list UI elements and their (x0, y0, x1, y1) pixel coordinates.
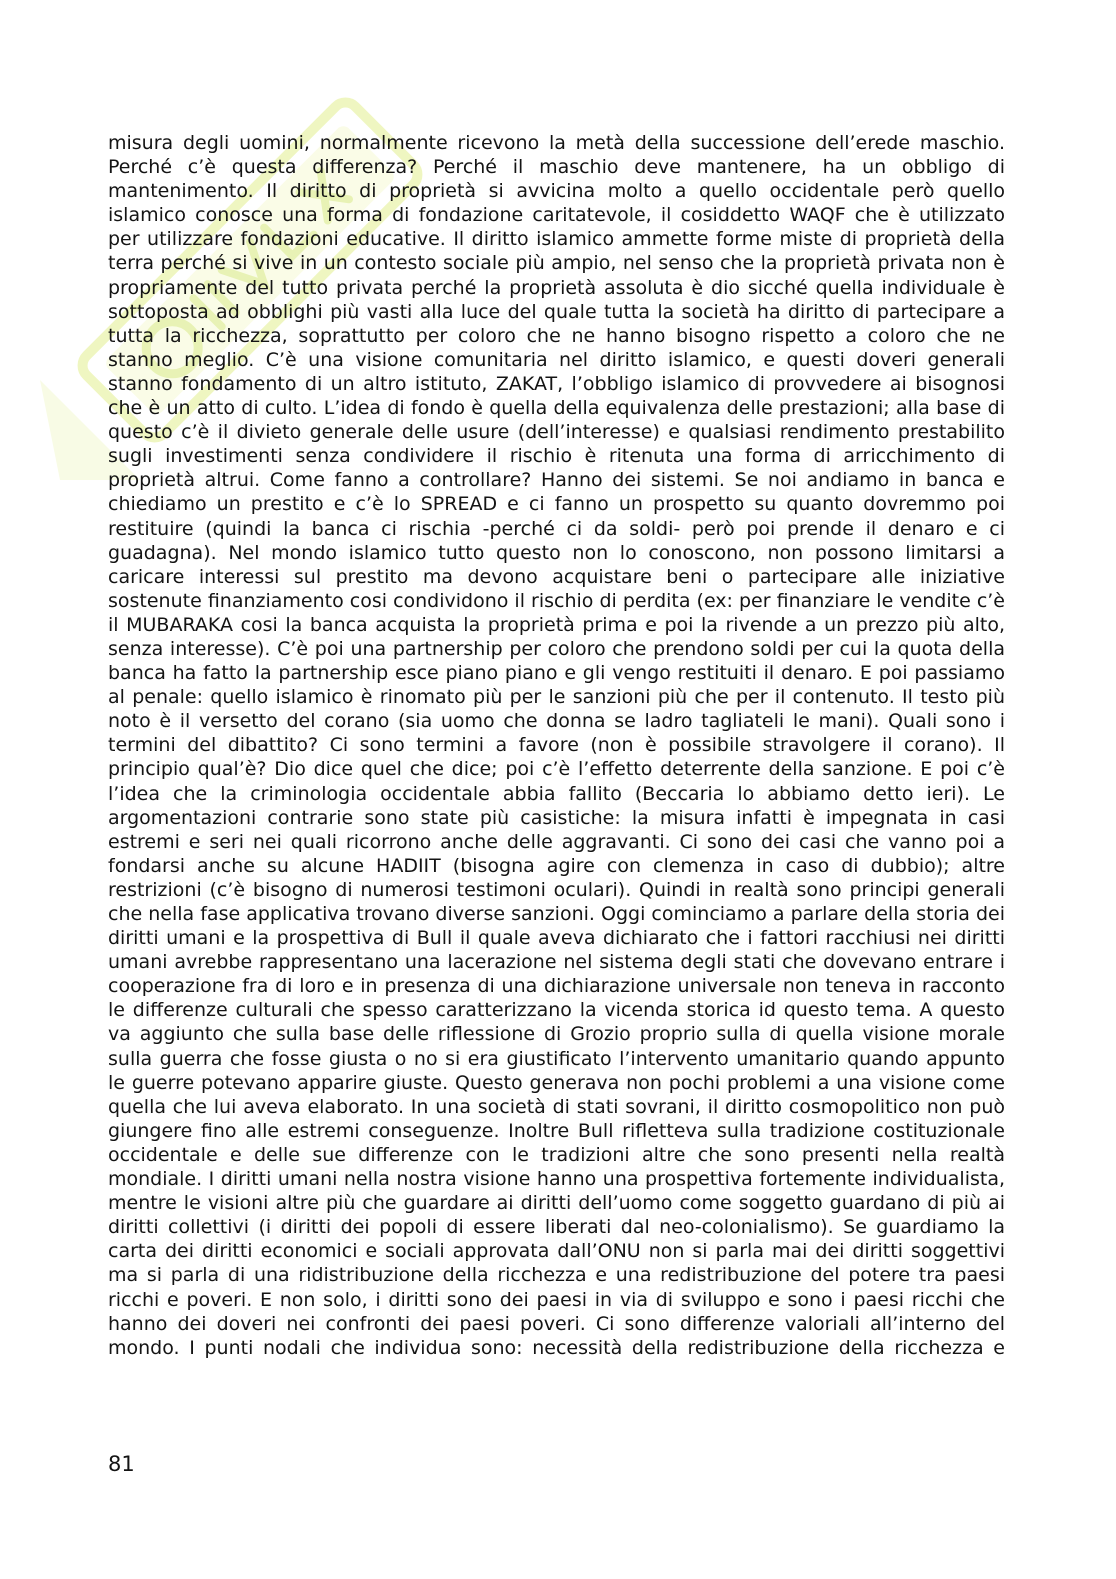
page-number: 81 (108, 1452, 135, 1476)
body-text: misura degli uomini, normalmente ricevono la metà della successione dell’erede maschio. Perché c’è questa differenza? Perché il maschio deve mantenere, ha un obbligo di mantenimento. Il diritto di proprietà si avvicina molto a quello occidentale però quello islamico conosce una forma di fondazione caritatevole, il cosiddetto WAQF che è utilizzato per utilizzare fondazioni educative. Il diritto islamico ammette forme miste di proprietà della terra perché si vive in un contesto sociale più ampio, nel senso che la proprietà privata non è propriamente del tutto privata perché la proprietà assoluta è dio sicché quella individuale è sottoposta ad obblighi più vasti alla luce del quale tutta la società ha diritto di partecipare a tutta la ricchezza, soprattutto per coloro che ne hanno bisogno rispetto a coloro che ne stanno meglio. C’è una visione comunitaria nel diritto islamico, e questi doveri generali stanno fondamento di un altro istituto, ZAKAT, l’obbligo islamico di provvedere ai bisognosi che è un atto di culto. L’idea di fondo è quella della equivalenza delle prestazioni; alla base di questo c’è il divieto generale delle usure (dell’interesse) e qualsiasi rendimento prestabilito sugli investimenti senza condividere il rischio è ritenuta una forma di arricchimento di proprietà altrui. Come fanno a controllare? Hanno dei sistemi. Se noi andiamo in banca e chiediamo un prestito e c’è lo SPREAD e ci fanno un prospetto su quanto dovremmo poi restituire (quindi la banca ci rischia -perché ci da soldi- però poi prende il denaro e ci guadagna). Nel mondo islamico tutto questo non lo conoscono, non possono limitarsi a caricare interessi sul prestito ma devono acquistare beni o partecipare alle iniziative sostenute finanziamento cosi condividono il rischio di perdita (ex: per finanziare le vendite c’è il MUBARAKA cosi la banca acquista la proprietà prima e poi la rivende a un prezzo più alto, senza interesse). C’è poi una partnership per coloro che prendono soldi per cui la quota della banca ha fatto la partnership esce piano piano e gli vengo restituiti il denaro. E poi passiamo al penale: quello islamico è rinomato più per le sanzioni più che per il contenuto. Il testo più noto è il versetto del corano (sia uomo che donna se ladro tagliateli le mani). Quali sono i termini del dibattito? Ci sono termini a favore (non è possibile stravolgere il corano). Il principio qual’è? Dio dice quel che dice; poi c’è l’effetto deterrente della sanzione. E poi c’è l’idea che la criminologia occidentale abbia fallito (Beccaria lo abbiamo detto ieri). Le argomentazioni contrarie sono state più casistiche: la misura infatti è impegnata in casi estremi e seri nei quali ricorrono anche delle aggravanti. Ci sono dei casi che vanno poi a fondarsi anche su alcune HADIIT (bisogna agire con clemenza in caso di dubbio); altre restrizioni (c’è bisogno di numerosi testimoni oculari). Quindi in realtà sono principi generali che nella fase applicativa trovano diverse sanzioni. Oggi cominciamo a parlare della storia dei diritti umani e la prospettiva di Bull il quale aveva dichiarato che i fattori racchiusi nei diritti umani avrebbe rappresentano una lacerazione nel sistema degli stati che dovevano entrare i cooperazione fra di loro e in presenza di una dichiarazione universale non teneva in racconto le differenze culturali che spesso caratterizzano la vicenda storica id questo tema. A questo va aggiunto che sulla base delle riflessione di Grozio proprio sulla di quella visione morale sulla guerra che fosse giusta o no si era giustificato l’intervento umanitario quando appunto le guerre potevano apparire giuste. Questo generava non pochi problemi a una visione come quella che lui aveva elaborato. In una società di stati sovrani, il diritto cosmopolitico non può giungere fino alle estremi conseguenze. Inoltre Bull rifletteva sulla tradizione costituzionale occidentale e delle sue differenze con le tradizioni altre che sono presenti nella realtà mondiale. I diritti umani nella nostra visione hanno una prospettiva fortemente individualista, mentre le visioni altre più che guardare ai diritti dell’uomo come soggetto guardano di più ai diritti collettivi (i diritti dei popoli di essere liberati dal neo-colonialismo). Se guardiamo la carta dei diritti economici e sociali approvata dall’ONU non si parla mai dei diritti soggettivi ma si parla di una ridistribuzione della ricchezza e una redistribuzione del potere tra paesi ricchi e poveri. E non solo, i diritti sono dei paesi in via di sviluppo e sono i paesi ricchi che hanno dei doveri nei confronti dei paesi poveri. Ci sono differenze valoriali all’interno del mondo. I punti nodali che individua sono: necessità della redistribuzione della ricchezza e (108, 132, 1005, 1359)
